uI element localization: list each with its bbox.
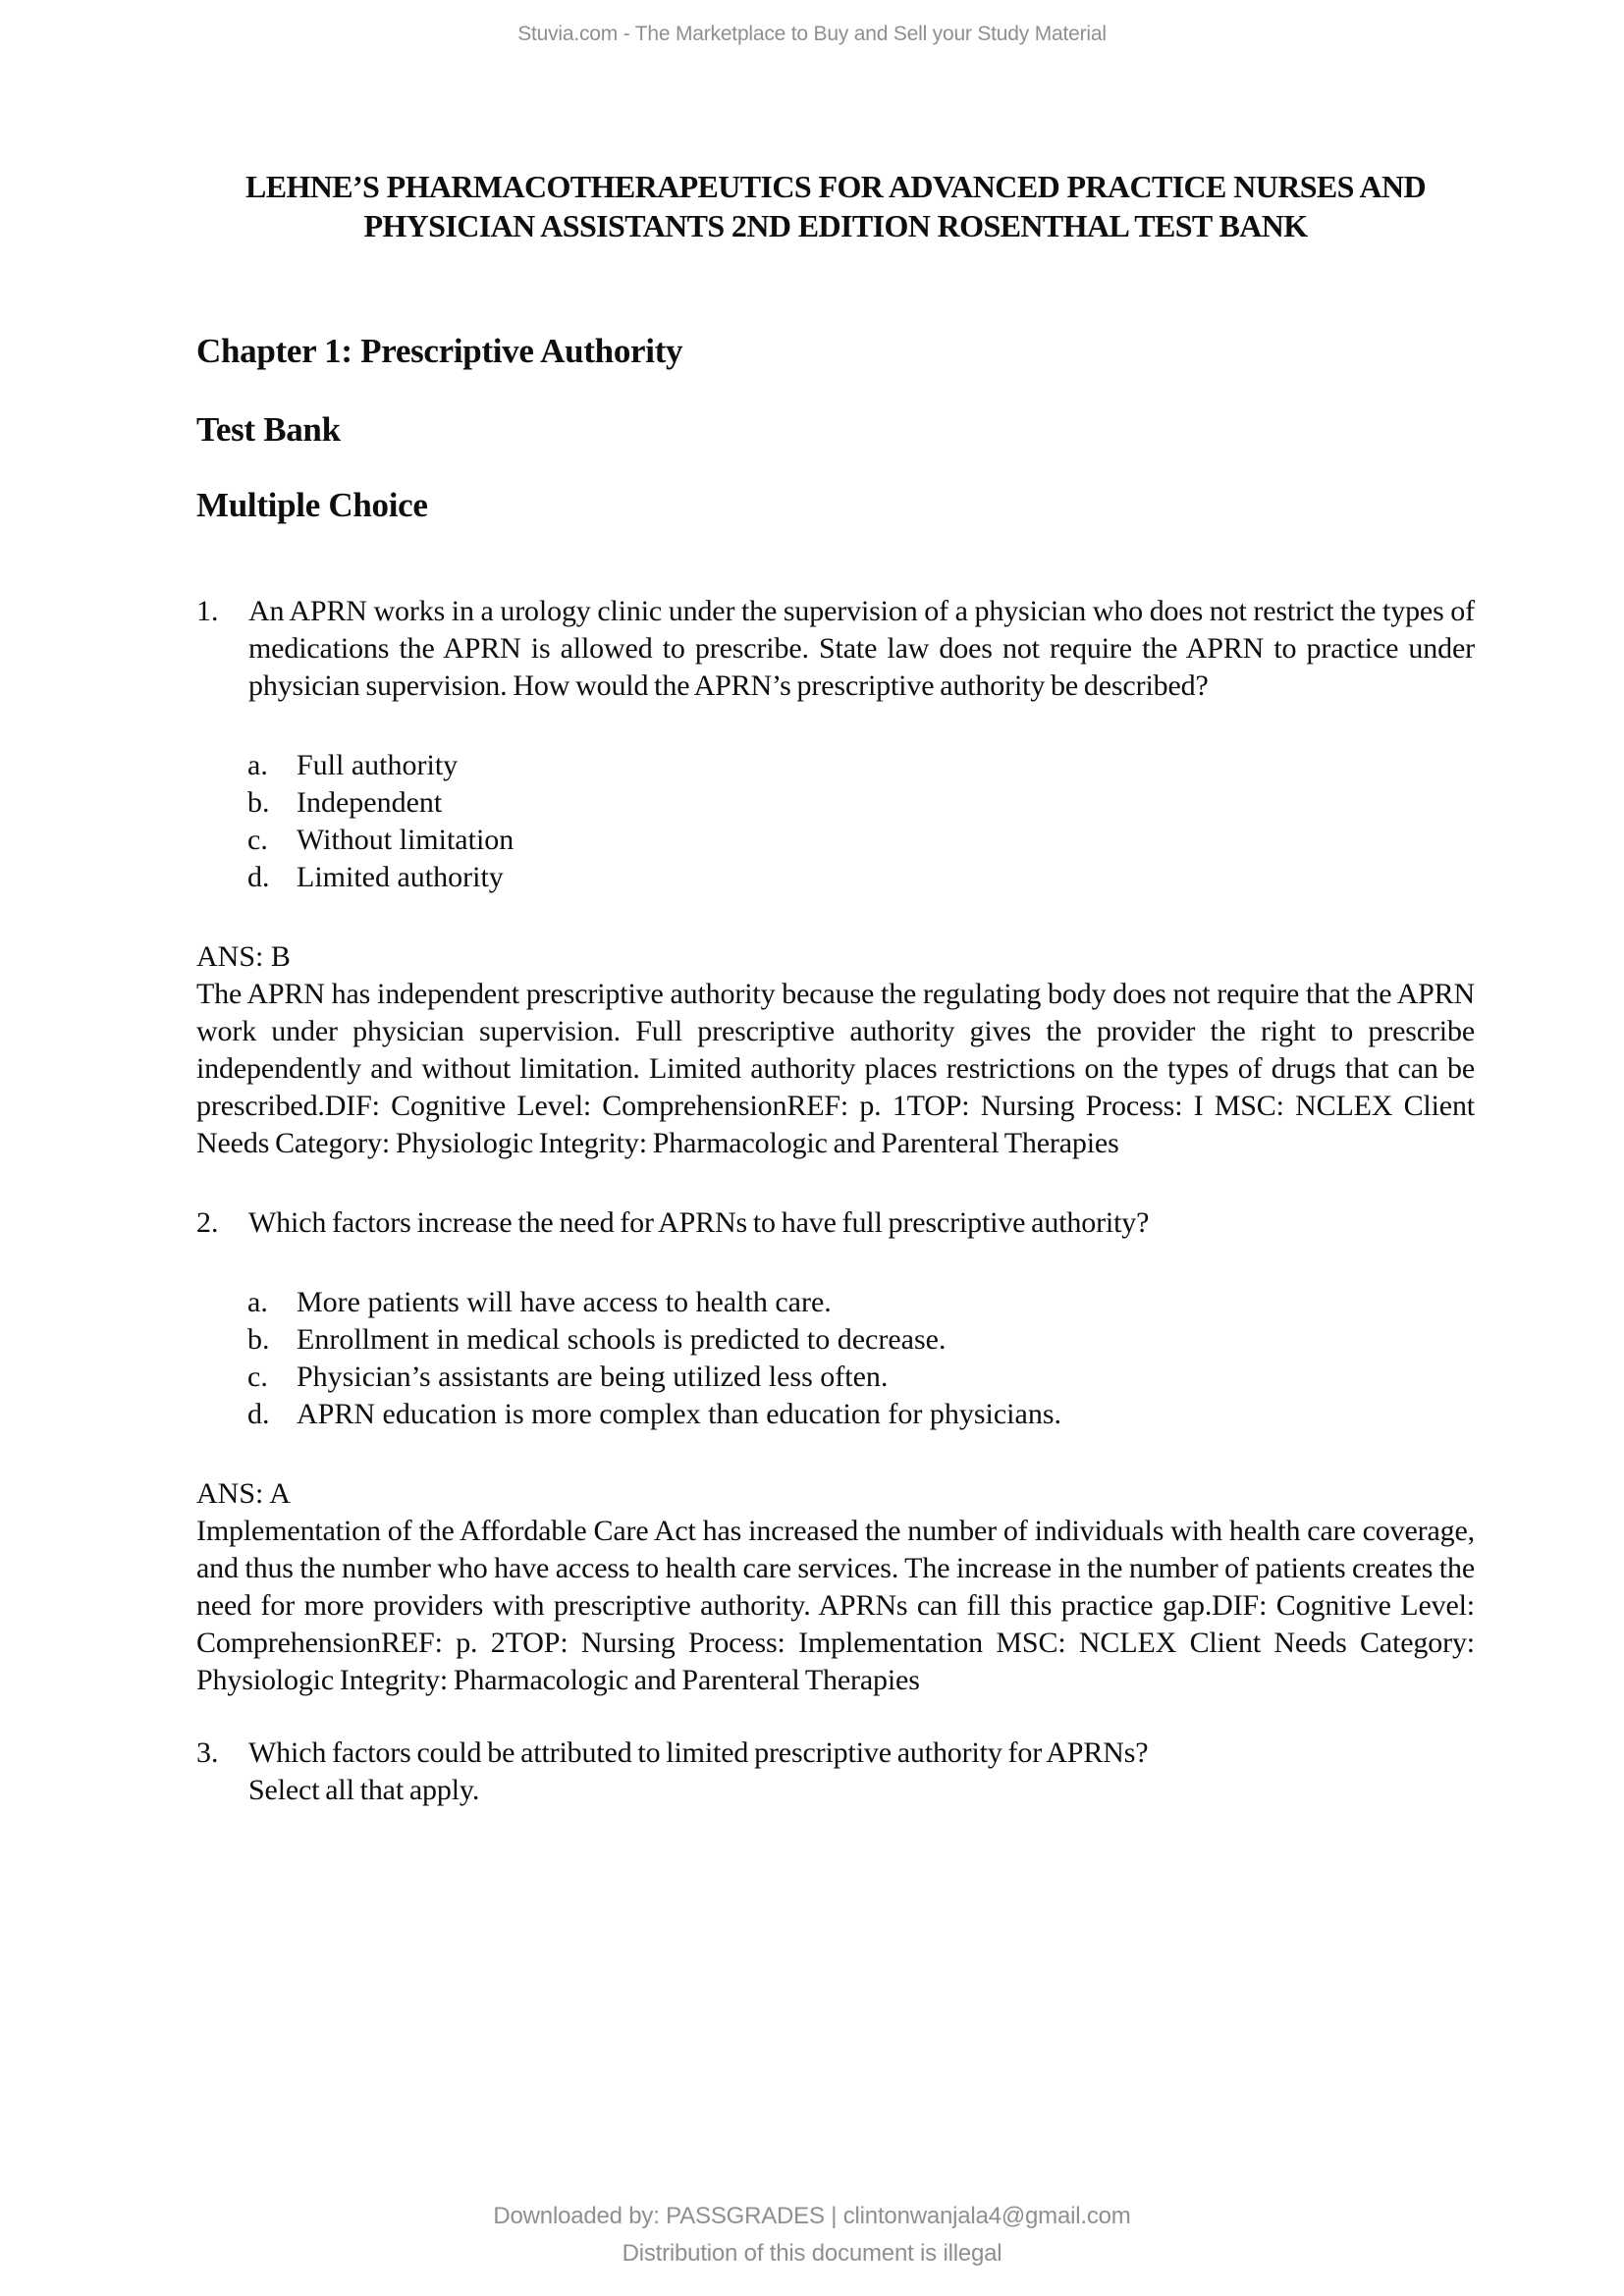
option-letter: c. [247,824,268,856]
option-text: Full authority [297,749,459,781]
test-bank-heading: Test Bank [196,410,341,449]
question-1-option-b [247,784,1475,822]
document-title-line2: PHYSICIAN ASSISTANTS 2ND EDITION ROSENTHAL TEST BANK [363,208,1308,243]
multiple-choice-heading: Multiple Choice [196,486,428,524]
option-letter: b. [247,1323,270,1356]
downloaded-by-footer: Downloaded by: PASSGRADES | clintonwanjala4@gmail.com [493,2203,1131,2229]
question-1-rationale: The APRN has independent prescriptive authority because the regulating body does not require that the APRN work under physician supervision. Full prescriptive authority gives the provider the right to prescribe independently and without limitation. Limited authority places restrictions on the types of drugs that can be prescribed.DIF: Cognitive Level: ComprehensionREF: p. 1TOP: Nursing Process: I MSC: NCLEX Client Needs Category: Physiologic Integrity: Pharmacologic and Parenteral Therapies [196,978,1475,1159]
chapter-heading: Chapter 1: Prescriptive Authority [196,332,683,370]
option-letter: a. [247,749,268,781]
question-2-options [247,1284,1475,1433]
question-3-text-line2: Select all that apply. [248,1774,480,1806]
stuvia-watermark-header: Stuvia.com - The Marketplace to Buy and Sell your Study Material [517,23,1107,45]
question-2-option-a [247,1284,1475,1321]
option-letter: b. [247,786,270,819]
question-2-option-d [247,1396,1475,1433]
option-letter: a. [247,1286,268,1318]
question-2-answer: ANS: A [196,1477,291,1510]
document-title [196,167,1475,245]
option-text: Enrollment in medical schools is predicted to decrease. [297,1323,947,1356]
document-title-line1: LEHNE’S PHARMACOTHERAPEUTICS FOR ADVANCED PRACTICE NURSES AND [244,169,1427,204]
option-text: Without limitation [297,824,514,856]
question-3-text-line1: Which factors could be attributed to limited prescriptive authority for APRNs? [248,1736,1149,1769]
question-3 [196,1735,1475,1809]
question-2-text: Which factors increase the need for APRNs to have full prescriptive authority? [248,1206,1150,1239]
option-text: Limited authority [297,861,504,893]
document-content [196,0,1475,1809]
option-letter: c. [247,1361,268,1393]
option-text: Physician’s assistants are being utilized less often. [297,1361,889,1393]
question-1-option-a [247,747,1475,784]
question-1 [196,593,1475,705]
question-2-number: 2. [196,1206,219,1239]
question-1-option-c [247,822,1475,859]
question-1-text: An APRN works in a urology clinic under the supervision of a physician who does not restrict the types of medications the APRN is allowed to prescribe. State law does not require the APRN to practice under physician supervision. How would the APRN’s prescriptive authority be described? [248,595,1475,702]
question-1-answer: ANS: B [196,940,291,973]
question-1-number: 1. [196,595,219,627]
question-2-option-b [247,1321,1475,1359]
distribution-warning-footer: Distribution of this document is illegal [622,2240,1002,2267]
question-3-text [248,1735,1475,1809]
option-letter: d. [247,1398,270,1430]
question-3-number: 3. [196,1736,219,1769]
option-text: More patients will have access to health care. [297,1286,832,1318]
option-text: APRN education is more complex than education for physicians. [297,1398,1061,1430]
question-2 [196,1204,1475,1242]
question-2-rationale: Implementation of the Affordable Care Act has increased the number of individuals with health care coverage, and thus the number who have access to health care services. The increase in the number of patients creates the need for more providers with prescriptive authority. APRNs can fill this practice gap.DIF: Cognitive Level: ComprehensionREF: p. 2TOP: Nursing Process: Implementation MSC: NCLEX Client Needs Category: Physiologic Integrity: Pharmacologic and Parenteral Therapies [196,1515,1475,1696]
question-1-option-d [247,859,1475,896]
option-text: Independent [297,786,443,819]
question-1-options [247,747,1475,896]
question-2-option-c [247,1359,1475,1396]
option-letter: d. [247,861,270,893]
